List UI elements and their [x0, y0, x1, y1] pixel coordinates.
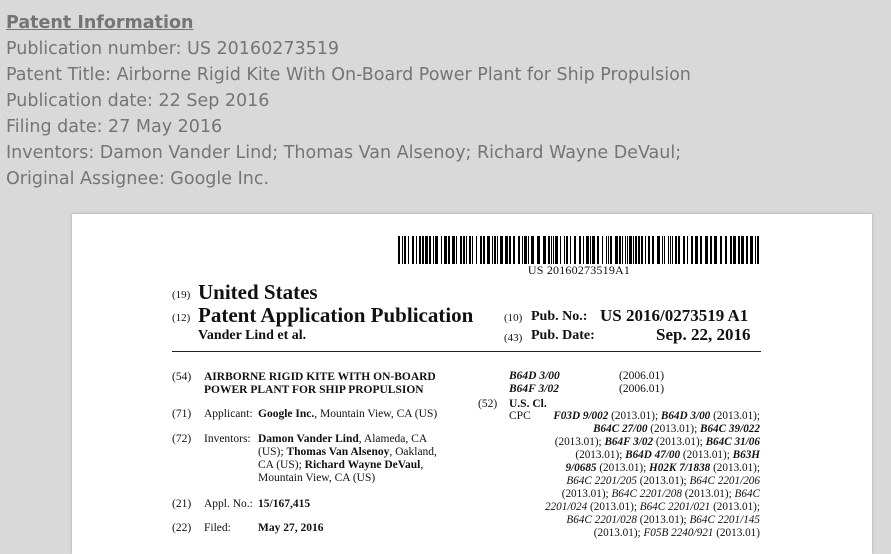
- cpc-line: [534, 436, 760, 449]
- cpc-year: (2013.01);: [596, 462, 650, 474]
- country: United States: [198, 280, 318, 304]
- inventors-label: Inventors:: [204, 433, 251, 445]
- cpc-label: CPC: [509, 410, 531, 422]
- cpc-year: (2013.01);: [587, 501, 640, 513]
- inventors-list: [258, 433, 437, 485]
- appl-no-value: 15/167,415: [258, 498, 311, 510]
- cpc-code: B63H: [732, 449, 760, 461]
- cpc-code: B64C: [734, 488, 760, 500]
- cpc-year: (2013.01);: [575, 449, 626, 461]
- inventor-1-location: , Alameda, CA: [358, 433, 428, 445]
- code-10: (10): [504, 312, 523, 324]
- appl-no-label: Appl. No.:: [204, 498, 253, 510]
- cpc-line: [534, 527, 760, 540]
- cpc-line: [534, 501, 760, 514]
- inventor-3-location: ,: [420, 459, 424, 471]
- code-43: (43): [504, 332, 523, 344]
- original-assignee: Original Assignee: Google Inc.: [6, 169, 270, 189]
- publication-date: Publication date: 22 Sep 2016: [6, 91, 270, 111]
- barcode-number: US 20160273519A1: [527, 263, 631, 277]
- code-22: (22): [172, 522, 192, 534]
- header-rule: [172, 351, 761, 352]
- invention-title-line-2: POWER PLANT FOR SHIP PROPULSION: [204, 384, 424, 396]
- cpc-code: B64D 3/00: [660, 410, 711, 422]
- cpc-line: [534, 423, 760, 436]
- pub-no-label: Pub. No.:: [531, 309, 588, 324]
- patent-title: Patent Title: Airborne Rigid Kite With On-Board Power Plant for Ship Propulsion: [6, 65, 691, 85]
- pub-date-label: Pub. Date:: [531, 328, 595, 343]
- class-code-2: B64F 3/02: [509, 383, 559, 395]
- inventor-3-city: Mountain View, CA (US): [258, 472, 376, 484]
- inventor-1-name: Damon Vander Lind: [258, 433, 359, 445]
- pub-date-value: Sep. 22, 2016: [656, 325, 751, 344]
- cpc-year: (2013.01);: [593, 527, 644, 539]
- cpc-year: (2013.01);: [682, 488, 735, 500]
- cpc-year: (2013.01);: [561, 488, 612, 500]
- filed-value: May 27, 2016: [258, 522, 324, 534]
- cpc-line: [534, 488, 760, 501]
- cpc-code: F03D 9/002: [553, 410, 609, 422]
- publication-number: Publication number: US 20160273519: [6, 39, 340, 59]
- us-cl-label: U.S. Cl.: [509, 398, 547, 410]
- cpc-code: B64C 2201/205: [566, 475, 637, 487]
- class-code-1: B64D 3/00: [509, 370, 560, 382]
- cpc-classifications: [534, 410, 760, 540]
- filing-date: Filing date: 27 May 2016: [6, 117, 223, 137]
- cpc-line: [534, 475, 760, 488]
- cpc-code: 9/0685: [565, 462, 597, 474]
- cpc-year: (2013.01);: [647, 423, 700, 435]
- code-19: (19): [172, 289, 191, 301]
- patent-info-heading: Patent Information: [6, 13, 194, 33]
- cpc-year: (2013.01);: [710, 462, 760, 474]
- code-52: (52): [478, 398, 498, 410]
- cpc-code: 2201/024: [544, 501, 588, 513]
- inventor-2-name: Thomas Van Alsenoy: [286, 446, 390, 458]
- barcode: [398, 236, 760, 264]
- applicant-location: , Mountain View, CA (US): [314, 408, 438, 420]
- cpc-code: B64C 2201/206: [689, 475, 760, 487]
- cpc-code: B64C 39/022: [700, 423, 760, 435]
- applicant-label: Applicant:: [204, 408, 253, 420]
- code-71: (71): [172, 408, 192, 420]
- inventor-3-name: Richard Wayne DeVaul: [304, 459, 421, 471]
- class-year-2: (2006.01): [619, 383, 665, 395]
- pub-no-value: US 2016/0273519 A1: [600, 306, 749, 325]
- cpc-year: (2013.01): [713, 527, 760, 539]
- cpc-line: [534, 514, 760, 527]
- doc-type: Patent Application Publication: [198, 303, 474, 327]
- cpc-year: (2013.01);: [636, 475, 690, 487]
- cpc-line: [534, 410, 760, 423]
- cpc-code: B64C 2201/208: [611, 488, 682, 500]
- inventors: Inventors: Damon Vander Lind; Thomas Van Alsenoy; Richard Wayne DeVaul;: [6, 143, 682, 163]
- authors: Vander Lind et al.: [198, 328, 307, 343]
- cpc-year: (2013.01);: [710, 410, 760, 422]
- invention-title: [204, 371, 436, 397]
- cpc-year: (2013.01);: [680, 449, 733, 461]
- inventor-1-country: (US);: [258, 446, 287, 458]
- patent-info: [6, 10, 691, 192]
- inventor-2-state: CA (US);: [258, 459, 305, 471]
- cpc-line: [534, 462, 760, 475]
- cpc-code: H02K 7/1838: [649, 462, 711, 474]
- cpc-year: (2013.01);: [554, 436, 605, 448]
- applicant-name: Google Inc.: [258, 408, 315, 420]
- cpc-year: (2013.01);: [710, 501, 760, 513]
- patent-document-image: [72, 214, 872, 554]
- invention-title-line-1: AIRBORNE RIGID KITE WITH ON-BOARD: [204, 371, 436, 383]
- class-year-1: (2006.01): [619, 370, 665, 382]
- cpc-code: B64C 31/06: [705, 436, 760, 448]
- cpc-line: [534, 449, 760, 462]
- cpc-code: B64D 47/00: [625, 449, 681, 461]
- cpc-year: (2013.01);: [608, 410, 661, 422]
- code-72: (72): [172, 433, 192, 445]
- code-21: (21): [172, 498, 192, 510]
- cpc-year: (2013.01);: [653, 436, 706, 448]
- inventor-2-location: , Oakland,: [389, 446, 437, 458]
- cpc-code: B64C 27/00: [593, 423, 648, 435]
- cpc-code: B64C 2201/021: [639, 501, 711, 513]
- cpc-code: B64C 2201/028: [566, 514, 637, 526]
- code-12: (12): [172, 312, 191, 324]
- cpc-year: (2013.01);: [636, 514, 690, 526]
- cpc-code: B64C 2201/145: [689, 514, 760, 526]
- filed-label: Filed:: [204, 522, 231, 534]
- applicant: [258, 408, 437, 421]
- cpc-code: B64F 3/02: [604, 436, 654, 448]
- cpc-code: F05B 2240/921: [643, 527, 714, 539]
- code-54: (54): [172, 371, 192, 383]
